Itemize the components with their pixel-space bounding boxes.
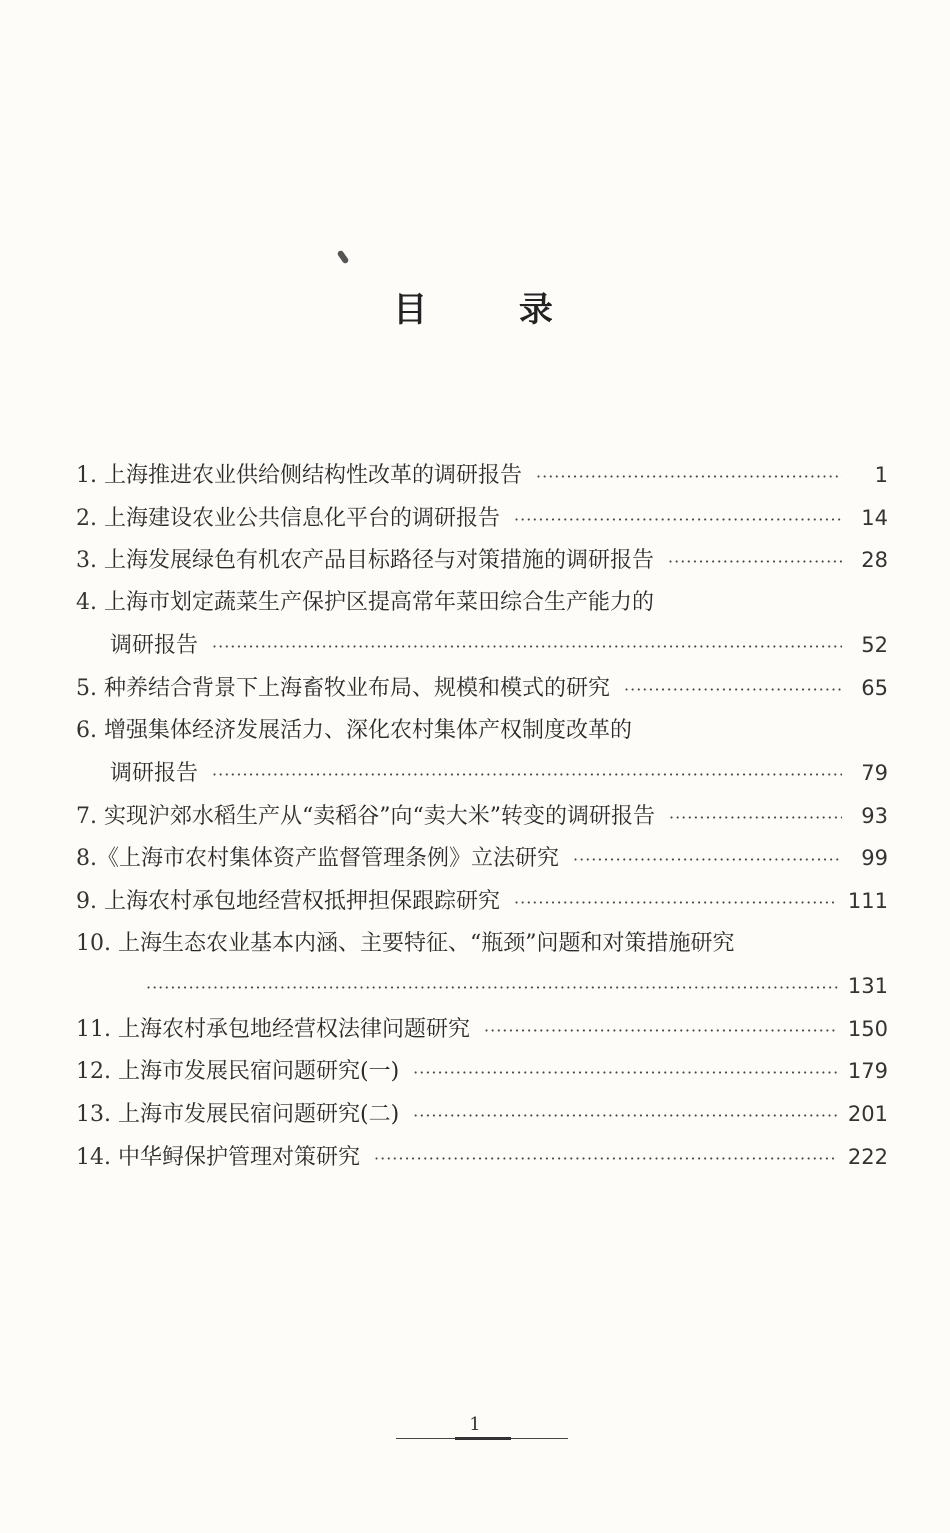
entry-number: 5. bbox=[76, 675, 97, 701]
toc-entry[interactable] bbox=[76, 1093, 888, 1136]
entry-title: 上海农村承包地经营权抵押担保跟踪研究 bbox=[104, 888, 501, 914]
entry-title: 中华鲟保护管理对策研究 bbox=[118, 1144, 361, 1170]
toc-entry[interactable] bbox=[76, 710, 888, 795]
entry-title: 上海市发展民宿问题研究(一) bbox=[118, 1059, 400, 1085]
table-of-contents bbox=[76, 454, 888, 1178]
dot-leader bbox=[413, 1095, 838, 1138]
entry-number: 12. bbox=[76, 1059, 111, 1085]
dot-leader bbox=[514, 882, 838, 925]
dot-leader bbox=[624, 669, 842, 712]
entry-title: 上海发展绿色有机农产品目标路径与对策措施的调研报告 bbox=[104, 548, 655, 574]
entry-page: 131 bbox=[847, 974, 888, 999]
dot-leader bbox=[573, 839, 842, 882]
page-number: 1 bbox=[469, 1414, 481, 1435]
entry-number: 13. bbox=[76, 1101, 111, 1127]
footer-rule-accent bbox=[455, 1437, 511, 1440]
dot-leader bbox=[484, 1010, 838, 1053]
entry-title: 上海推进农业供给侧结构性改革的调研报告 bbox=[104, 463, 523, 488]
entry-page: 65 bbox=[861, 675, 888, 700]
entry-number: 9. bbox=[76, 888, 97, 914]
entry-number: 1. bbox=[76, 463, 97, 488]
entry-page: 111 bbox=[847, 888, 888, 913]
toc-entry[interactable] bbox=[76, 539, 888, 582]
entry-page: 1 bbox=[874, 463, 888, 487]
entry-page: 28 bbox=[861, 548, 888, 573]
entry-title: 上海市发展民宿问题研究(二) bbox=[118, 1101, 400, 1127]
entry-number: 4. bbox=[76, 589, 97, 615]
entry-page: 93 bbox=[861, 803, 888, 828]
toc-entry[interactable] bbox=[76, 923, 888, 1008]
entry-title-continued: 调研报告 bbox=[110, 633, 199, 659]
entry-page: 79 bbox=[861, 761, 888, 786]
toc-entry[interactable] bbox=[76, 837, 888, 880]
dot-leader bbox=[212, 626, 842, 669]
toc-entry[interactable] bbox=[76, 795, 888, 838]
entry-title: 《上海市农村集体资产监督管理条例》立法研究 bbox=[97, 846, 560, 872]
dot-leader bbox=[536, 456, 842, 499]
dot-leader bbox=[212, 754, 842, 797]
page-title: 目 录 bbox=[393, 290, 593, 330]
entry-number: 10. bbox=[76, 930, 111, 956]
dot-leader bbox=[514, 499, 842, 542]
entry-title: 上海农村承包地经营权法律问题研究 bbox=[118, 1016, 471, 1042]
entry-number: 11. bbox=[76, 1016, 111, 1042]
entry-page: 150 bbox=[847, 1016, 888, 1041]
entry-number: 7. bbox=[76, 803, 97, 829]
entry-page: 99 bbox=[861, 846, 888, 871]
toc-entry[interactable] bbox=[76, 880, 888, 923]
entry-title-continued: 调研报告 bbox=[110, 761, 199, 787]
entry-page: 14 bbox=[861, 505, 888, 530]
toc-entry[interactable] bbox=[76, 667, 888, 710]
toc-entry[interactable] bbox=[76, 454, 888, 497]
toc-entry[interactable] bbox=[76, 1008, 888, 1051]
entry-title: 上海市划定蔬菜生产保护区提高常年菜田综合生产能力的 bbox=[104, 589, 655, 615]
entry-number: 3. bbox=[76, 548, 97, 574]
entry-number: 2. bbox=[76, 505, 97, 531]
entry-page: 222 bbox=[847, 1144, 888, 1169]
entry-number: 14. bbox=[76, 1144, 111, 1170]
toc-entry[interactable] bbox=[76, 1050, 888, 1093]
ink-speck bbox=[337, 250, 350, 265]
entry-title: 增强集体经济发展活力、深化农村集体产权制度改革的 bbox=[104, 717, 633, 743]
dot-leader bbox=[146, 967, 838, 1010]
dot-leader bbox=[374, 1138, 838, 1181]
dot-leader bbox=[669, 797, 842, 840]
entry-number: 8. bbox=[76, 846, 97, 872]
entry-title: 上海生态农业基本内涵、主要特征、“瓶颈”问题和对策措施研究 bbox=[118, 930, 735, 956]
toc-entry[interactable] bbox=[76, 582, 888, 667]
entry-title: 实现沪郊水稻生产从“卖稻谷”向“卖大米”转变的调研报告 bbox=[104, 803, 655, 829]
entry-title: 种养结合背景下上海畜牧业布局、规模和模式的研究 bbox=[104, 675, 611, 701]
entry-title: 上海建设农业公共信息化平台的调研报告 bbox=[104, 505, 501, 531]
entry-page: 201 bbox=[847, 1101, 888, 1126]
entry-page: 179 bbox=[847, 1059, 888, 1084]
entry-page: 52 bbox=[861, 633, 888, 658]
dot-leader bbox=[413, 1052, 838, 1095]
dot-leader bbox=[668, 541, 842, 584]
entry-number: 6. bbox=[76, 717, 97, 743]
toc-entry[interactable] bbox=[76, 1136, 888, 1179]
toc-entry[interactable] bbox=[76, 497, 888, 540]
